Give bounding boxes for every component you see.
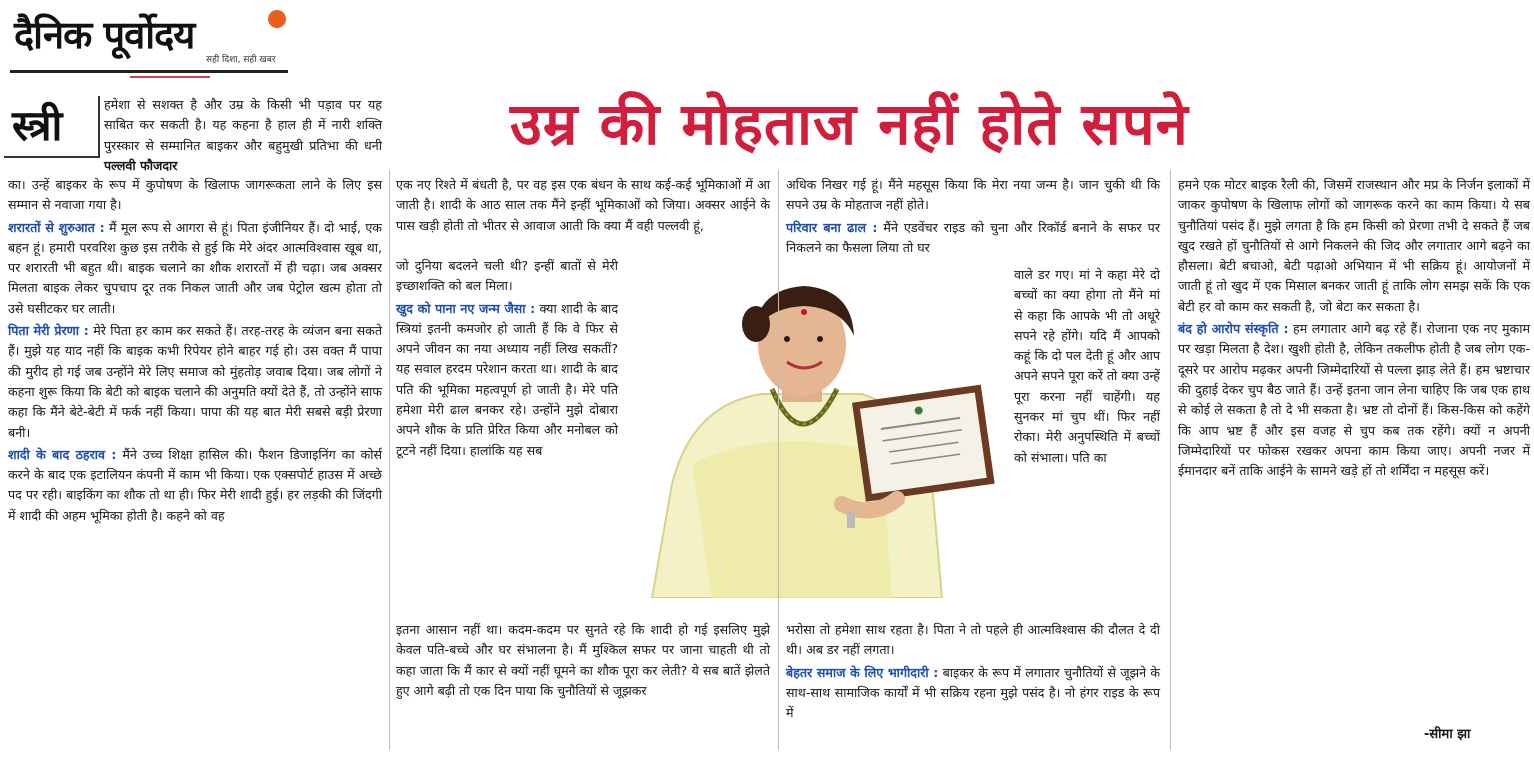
col2-paragraph: एक नए रिश्ते में बंधती है, पर वह इस एक बंधन के साथ कई-कई भूमिकाओं में आ जाती है। शादी के आठ साल तक मैंने इन्हीं भूमिकाओं को जिया। अक्सर आईने के पास खड़ी होती तो भीतर से आवाज आती कि क्या मैं वही पल्लवी हूं, bbox=[396, 177, 770, 233]
col1-section bbox=[8, 218, 382, 319]
intro-name: पल्लवी फौजदार bbox=[104, 157, 178, 173]
section-text: मेरे पिता हर काम कर सकते हैं। तरह-तरह के व्यंजन बना सकते हैं। मुझे यह याद नहीं कि बाइक कभी रिपेयर होने बाहर गई हो। उस वक्त मैं पापा की मुरीद हो गई जब उन्होंने मेरे लिए समाज को मुंहतोड़ जवाब दिया। जब लोगों ने कहना शुरू किया कि बेटी को बाइक चलाने की अनुमति क्यों देते हैं, तो उन्होंने साफ कहा कि मैंने बेटे-बेटी में फर्क नहीं किया। पापा की यह बात मेरी सबसे बड़ी प्रेरणा बनी। bbox=[8, 323, 382, 440]
column-2-top bbox=[396, 175, 770, 238]
col1-paragraph: का। उन्हें बाइकर के रूप में कुपोषण के खिलाफ जागरूकता लाने के लिए इस सम्मान से नवाजा गया है। bbox=[8, 177, 382, 213]
subhead-parivar: परिवार बना ढाल : bbox=[786, 219, 878, 235]
intro-text: हमेशा से सशक्त है और उम्र के किसी भी पड़ाव पर यह साबित कर सकती है। यह कहना है हाल ही में नारी शक्ति पुरस्कार से सम्मानित बाइकर और बहुमुखी प्रतिभा की धनी bbox=[104, 97, 382, 153]
column-rule bbox=[778, 170, 779, 750]
section-text: मैं मूल रूप से आगरा से हूं। पिता इंजीनियर हैं। दो भाई, एक बहन हूं। हमारी परवरिश कुछ इस तरीके से हुई कि मेरे अंदर आत्मविश्वास खूब था, पर शरारती भी बहुत थी। बाइक चलाने का शौक शरारतों में ही चढ़ा। जब अक्सर मिलता बाइक लेकर चुपचाप दूर तक निकल जाती और जब पेट्रोल खत्म होता तो उसे घसीटकर घर लाती। bbox=[8, 219, 382, 316]
subhead-aarop: बंद हो आरोप संस्कृति : bbox=[1178, 321, 1289, 337]
section-text: क्या शादी के बाद स्त्रियां इतनी कमजोर हो जाती हैं कि वे फिर से अपने जीवन का नया अध्याय नहीं लिख सकतीं? यह सवाल हरदम परेशान करता था। शादी के बाद पति की भूमिका महत्वपूर्ण हो जाती है। मेरे पति हमेशा मेरी ढाल बनकर रहे। उन्होंने मुझे दोबारा अपने शौक के प्रति प्रेरित किया और मनोबल को टूटने नहीं दिया। हालांकि यह सब bbox=[396, 300, 619, 458]
col2-paragraph: जो दुनिया बदलने चली थी? इन्हीं बातों से मेरी इच्छाशक्ति को बल मिला। bbox=[396, 258, 618, 294]
section-text: मैंने उच्च शिक्षा हासिल की। फैशन डिजाइनिंग का कोर्स करने के बाद एक इटालियन कंपनी में काम भी किया। एक एक्सपोर्ट हाउस में अच्छे पद पर रही। बाइकिंग का शौक तो था ही। फिर मेरी शादी हुई। हर लड़की की जिंदगी में शादी की अहम भूमिका होती है। कहने को वह bbox=[8, 446, 382, 523]
col3-paragraph: वाले डर गए। मां ने कहा मेरे दो बच्चों का क्या होगा तो मैंने मां से कहा कि आपके भी तो अधूरे सपने रहे होंगे। यदि मैं आपको कहूं कि दो पल देती हूं और आप अपने सपने पूरा करें तो क्या उन्हें पूरा करना नहीं चाहेंगी। यह सुनकर मां चुप थीं। फिर नहीं रोका। मेरी अनुपस्थिति में बच्चों को संभाला। पति का bbox=[1014, 267, 1160, 465]
column-3-mid bbox=[1014, 265, 1160, 470]
col1-section bbox=[8, 445, 382, 526]
headline: उम्र की मोहताज नहीं होते सपने bbox=[510, 90, 1189, 158]
masthead-rule bbox=[10, 70, 288, 73]
column-3-top bbox=[786, 175, 1160, 260]
column-rule bbox=[389, 170, 390, 750]
col3-section bbox=[786, 218, 1160, 259]
col4-section bbox=[1178, 319, 1530, 481]
subhead-shararaton: शरारतों से शुरुआत : bbox=[8, 219, 105, 235]
masthead bbox=[10, 4, 288, 66]
subhead-khud: खुद को पाना नए जन्म जैसा : bbox=[396, 300, 536, 316]
column-1 bbox=[8, 175, 382, 528]
column-3-bottom bbox=[786, 620, 1160, 725]
col4-paragraph: हमने एक मोटर बाइक रैली की, जिसमें राजस्थान और मप्र के निर्जन इलाकों में जाकर कुपोषण के खिलाफ लोगों को जागरूक करने का काम किया। ये सब चुनौतियां पसंद हैं। मुझे लगता है कि हम किसी को प्रेरणा तभी दे सकते हैं जब खुद रखते हों चुनौतियों से आगे निकलने की जिद और लगातार आगे बढ़ने का हौसला। बेटी बचाओ, बेटी पढ़ाओ अभियान में भी सक्रिय हूं। आयोजनों में जाती हूं तो खुद में एक मिसाल बनकर जाती हूं ताकि लोग समझ सकें कि एक बेटी हर वो काम कर सकती है, जो बेटा कर सकता है। bbox=[1178, 177, 1530, 314]
dropcap-underline bbox=[4, 156, 100, 158]
column-4 bbox=[1178, 175, 1530, 483]
subhead-samaj: बेहतर समाज के लिए भागीदारी : bbox=[786, 664, 939, 680]
section-text: मैंने एडवेंचर राइड को चुना और रिकॉर्ड बनाने के सफर पर निकलने का फैसला लिया तो घर bbox=[786, 219, 1160, 255]
intro-paragraph bbox=[104, 95, 382, 176]
section-text: हम लगातार आगे बढ़ रहे हैं। रोजाना एक नए मुकाम पर खड़ा मिलता है देश। खुशी होती है, लेकिन तकलीफ होती है जब लोग एक-दूसरे पर आरोप मढ़कर अपनी जिम्मेदारियों से पल्ला झाड़ लेते हैं। हम भ्रष्टाचार की दुहाई देकर चुप बैठ जाते हैं। उन्हें इतना जान लेना चाहिए कि जब एक हाथ से कोई ले सकता है तो दे भी सकता है। भ्रष्ट तो दोनों हैं। किस-किस को कहेंगे कि आप भ्रष्ट हैं और इस वजह से चुप कब तक रहेंगे। क्यों न अपनी जिम्मेदारियों पर फोकस रखकर अपना काम किया जाए। अपनी नजर में ईमानदार बनें ताकि आईने के सामने खड़े हों तो शर्मिंदा न महसूस करें। bbox=[1178, 321, 1530, 479]
column-2-mid bbox=[396, 256, 618, 463]
section-text: बाइकर के रूप में लगातार चुनौतियों से जूझने के साथ-साथ सामाजिक कार्यों में भी सक्रिय रहना मुझे पसंद है। नो हंगर राइड के रूप में bbox=[786, 664, 1160, 721]
col2-paragraph: इतना आसान नहीं था। कदम-कदम पर सुनते रहे कि शादी हो गई इसलिए मुझे केवल पति-बच्चे और घर संभालना है। मैं मुश्किल सफर पर जाना चाहती थी तो कहा जाता कि मैं कार से क्यों नहीं घूमने का शौक पूरा कर लेती? ये सब बातें झेलते हुए आगे बढ़ी तो एक दिन पाया कि चुनौतियों से जूझकर bbox=[396, 622, 770, 698]
masthead-logo-dot bbox=[268, 10, 286, 28]
col2-section bbox=[396, 299, 618, 461]
subhead-pita: पिता मेरी प्रेरणा : bbox=[8, 323, 89, 339]
col3-section bbox=[786, 663, 1160, 724]
dropcap-divider bbox=[98, 96, 100, 156]
col3-paragraph: अधिक निखर गई हूं। मैंने महसूस किया कि मेरा नया जन्म है। जान चुकी थी कि सपने उम्र के मोहताज नहीं होते। bbox=[786, 177, 1160, 213]
dropcap: स्त्री bbox=[12, 101, 63, 150]
photo-woman-with-certificate bbox=[632, 284, 1010, 598]
masthead-name: दैनिक पूर्वोदय bbox=[14, 12, 195, 57]
masthead-subrule bbox=[130, 76, 210, 78]
byline: -सीमा झा bbox=[1424, 727, 1471, 742]
masthead-tagline: सही दिशा, सही खबर bbox=[206, 55, 276, 65]
col3-paragraph: भरोसा तो हमेशा साथ रहता है। पिता ने तो पहले ही आत्मविश्वास की दौलत दे दी थी। अब डर नहीं लगता। bbox=[786, 622, 1160, 658]
column-rule bbox=[1170, 170, 1171, 750]
subhead-shadi: शादी के बाद ठहराव : bbox=[8, 446, 117, 462]
col1-section bbox=[8, 321, 382, 443]
column-2-bottom bbox=[396, 620, 770, 703]
